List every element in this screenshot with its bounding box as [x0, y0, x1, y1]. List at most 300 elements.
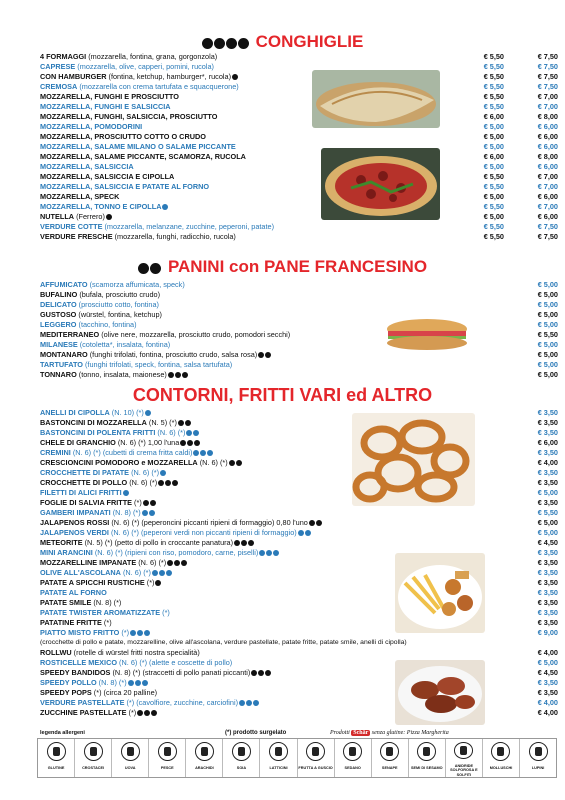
allergen-mark-icon — [182, 372, 188, 378]
item-name: PATATE SMILE — [40, 598, 92, 607]
item-description: (Ferrero) — [74, 212, 105, 221]
allergen-legend-item — [335, 739, 372, 777]
section-title-text: CONGHIGLIE — [255, 32, 364, 51]
allergen-legend-item — [409, 739, 446, 777]
allergen-mark-icon — [186, 430, 192, 436]
item-description: (*) (circa 20 palline) — [91, 688, 158, 697]
allergen-label: FRUTTA A GUSCIO — [298, 766, 333, 770]
item-name: MOZZARELLA, SALSICCIA E CIPOLLA — [40, 172, 175, 181]
allergen-mark-icon — [142, 680, 148, 686]
allergen-latticini-icon — [269, 742, 288, 761]
item-price: € 5,00 — [537, 658, 558, 667]
item-name: ZUCCHINE PASTELLATE — [40, 708, 127, 717]
item-description: (N. 5) (*) — [146, 418, 177, 427]
allergen-label: PESCE — [160, 766, 174, 770]
item-name: MONTANARO — [40, 350, 88, 359]
item-description: (tonno, insalata, maionese) — [76, 370, 167, 379]
item-description: (rotelle di würstel fritti nostra specialità) — [71, 648, 200, 657]
item-name: FOGLIE DI SALVIA FRITTE — [40, 498, 133, 507]
item-price: € 4,00 — [537, 458, 558, 467]
item-price-large: € 7,50 — [537, 222, 558, 231]
menu-item — [40, 142, 560, 152]
item-price: € 6,00 — [483, 112, 504, 121]
item-price: € 5,50 — [483, 62, 504, 71]
allergen-legend-item — [149, 739, 186, 777]
item-description: (*) — [119, 628, 130, 637]
menu-item — [40, 112, 560, 122]
item-price: € 5,00 — [537, 528, 558, 537]
item-price: € 5,50 — [483, 172, 504, 181]
allergen-mark-icon — [298, 530, 304, 536]
item-name: ROLLWU — [40, 648, 72, 657]
allergen-mark-icon — [265, 670, 271, 676]
allergen-mark-icon — [162, 204, 168, 210]
item-description: (mozzarella, melanzane, zucchine, peperoni, patate) — [102, 222, 275, 231]
item-price-large: € 7,50 — [537, 232, 558, 241]
item-description: (crocchette di pollo e patate, mozzarelline, olive all'ascolana, verdure pastellate, patate fritte, patate smile, anelli di cipolla) — [40, 639, 407, 646]
item-price: € 5,50 — [483, 82, 504, 91]
item-description: (mozzarella con crema tartufata e squacquerone) — [77, 82, 239, 91]
menu-item — [40, 488, 560, 498]
allergen-label: UOVA — [124, 766, 136, 770]
allergen-mark-icon — [152, 570, 158, 576]
allergen-glutine-icon — [47, 742, 66, 761]
menu-item — [40, 458, 560, 468]
item-description: (*) — [160, 608, 170, 617]
allergen-legend-item — [38, 739, 75, 777]
item-name: DELICATO — [40, 300, 77, 309]
allergen-mark-icon — [180, 440, 186, 446]
item-price-large: € 7,00 — [537, 182, 558, 191]
item-price: € 5,50 — [483, 232, 504, 241]
item-description: (N. 6) (*) (peperoncini piccanti ripieni di formaggio) 0,80 l'uno — [109, 518, 308, 527]
item-name: FILETTI DI ALICI FRITTI — [40, 488, 122, 497]
item-name: BASTONCINI DI MOZZARELLA — [40, 418, 147, 427]
allergen-crostacei-icon — [84, 742, 103, 761]
item-name: PIATTO MISTO FRITTO — [40, 628, 120, 637]
item-price: € 5,50 — [483, 92, 504, 101]
item-price: € 3,50 — [537, 678, 558, 687]
allergen-mark-icon — [258, 670, 264, 676]
item-description: (tacchino, fontina) — [76, 320, 137, 329]
allergen-lupini-icon — [529, 742, 548, 761]
item-name: 4 FORMAGGI — [40, 52, 87, 61]
item-price: € 5,50 — [483, 222, 504, 231]
allergen-semi-icon — [417, 742, 436, 761]
allergen-label: LATTICINI — [269, 766, 288, 770]
menu-item — [40, 122, 560, 132]
item-description: (N. 6) (*) (cubetti di crema fritta caldi) — [70, 448, 193, 457]
allergen-legend-item — [186, 739, 223, 777]
allergen-sedano-icon — [343, 742, 362, 761]
item-price: € 5,00 — [537, 290, 558, 299]
allergen-label: CROSTACEI — [82, 766, 105, 770]
item-name: MOZZARELLINE IMPANATE — [40, 558, 137, 567]
panini-list — [40, 280, 560, 380]
menu-item — [40, 52, 560, 62]
item-price: € 5,50 — [483, 72, 504, 81]
item-name: CON HAMBURGER — [40, 72, 107, 81]
item-price: € 5,50 — [483, 52, 504, 61]
item-description: (cotoletta*, insalata, fontina) — [77, 340, 171, 349]
item-price: € 5,00 — [537, 320, 558, 329]
item-name: VERDURE FRESCHE — [40, 232, 113, 241]
allergen-mark-icon — [316, 520, 322, 526]
allergen-mark-icon — [246, 700, 252, 706]
item-price-large: € 7,00 — [537, 202, 558, 211]
item-price-large: € 7,50 — [537, 82, 558, 91]
item-name: CAPRESE — [40, 62, 76, 71]
item-description: (N. 5) (*) (petto di pollo in croccante panatura) — [82, 538, 234, 547]
menu-item — [40, 300, 560, 310]
allergen-mark-icon — [193, 450, 199, 456]
allergen-legend-item — [75, 739, 112, 777]
allergen-mark-icon — [236, 460, 242, 466]
item-price: € 5,00 — [537, 350, 558, 359]
allergen-mark-icon — [159, 570, 165, 576]
item-price: € 5,00 — [537, 280, 558, 289]
item-name: GAMBERI IMPANATI — [40, 508, 111, 517]
allergen-mark-icon — [232, 74, 238, 80]
item-price-large: € 8,00 — [537, 152, 558, 161]
allergen-mark-icon — [106, 214, 112, 220]
allergen-mark-icon — [251, 670, 257, 676]
allergen-mark-icon — [166, 570, 172, 576]
menu-item — [40, 222, 560, 232]
item-price: € 3,50 — [537, 588, 558, 597]
allergen-mark-icon — [174, 560, 180, 566]
allergen-mark-icon — [194, 440, 200, 446]
item-name: MOZZARELLA, FUNGHI E PROSCIUTTO — [40, 92, 179, 101]
item-price-large: € 7,50 — [537, 62, 558, 71]
item-name: CRESCIONCINI POMODORO e MOZZARELLA — [40, 458, 198, 467]
item-name: TONNARO — [40, 370, 77, 379]
item-name: MOZZARELLA, TONNO E CIPOLLA — [40, 202, 162, 211]
onion-rings-photo — [352, 413, 475, 506]
item-description: (N. 10) (*) — [109, 408, 144, 417]
item-name: BUFALINO — [40, 290, 78, 299]
allergen-mark-icon — [130, 630, 136, 636]
allergen-uova-icon — [121, 742, 140, 761]
frozen-note: (*) prodotto surgelato — [225, 730, 287, 736]
menu-item — [40, 192, 560, 202]
allergen-mark-icon — [175, 372, 181, 378]
gluten-icon — [138, 263, 149, 274]
item-price: € 3,50 — [537, 688, 558, 697]
menu-item — [40, 280, 560, 290]
item-price-large: € 6,00 — [537, 212, 558, 221]
allergen-label: LUPINI — [531, 766, 545, 770]
item-description: (*) (cavolfiore, zucchine, carciofini) — [124, 698, 239, 707]
item-price: € 3,50 — [537, 418, 558, 427]
menu-item — [40, 202, 560, 212]
allergen-mark-icon — [273, 550, 279, 556]
menu-item — [40, 310, 560, 320]
item-price: € 5,00 — [537, 310, 558, 319]
allergen-icons — [138, 258, 162, 278]
item-description: (N. 6) (*) — [136, 558, 167, 567]
allergen-mark-icon — [200, 450, 206, 456]
allergen-mark-icon — [145, 410, 151, 416]
menu-item — [40, 528, 560, 538]
allergen-label: ARACHIDI — [195, 766, 214, 770]
menu-item — [40, 102, 560, 112]
item-description: (bufala, prosciutto crudo) — [77, 290, 161, 299]
menu-item — [40, 330, 560, 340]
item-price-large: € 6,00 — [537, 132, 558, 141]
item-name: SPEEDY POPS — [40, 688, 92, 697]
item-price: € 3,50 — [537, 568, 558, 577]
item-name: JALAPENOS ROSSI — [40, 518, 110, 527]
allergen-legend — [37, 738, 557, 778]
item-description: (olive nere, mozzarella, prosciutto crudo, pomodori secchi) — [99, 330, 291, 339]
menu-item — [40, 448, 560, 458]
schar-note — [330, 730, 449, 736]
allergen-mark-icon — [151, 710, 157, 716]
allergen-frutta-icon — [306, 742, 325, 761]
item-price-large: € 6,00 — [537, 122, 558, 131]
allergen-mark-icon — [137, 630, 143, 636]
item-price: € 3,50 — [537, 468, 558, 477]
item-name: GUSTOSO — [40, 310, 77, 319]
menu-item — [40, 428, 560, 438]
item-price: € 6,00 — [483, 152, 504, 161]
allergen-mark-icon — [167, 560, 173, 566]
section-title-contorni — [0, 385, 565, 406]
menu-item — [40, 172, 560, 182]
gluten-icon — [202, 38, 213, 49]
menu-item — [40, 438, 560, 448]
menu-item — [40, 498, 560, 508]
item-price: € 5,00 — [537, 340, 558, 349]
item-price: € 3,50 — [537, 558, 558, 567]
allergen-label: SEMI DI SESAMO — [410, 766, 443, 770]
item-description: (*) — [101, 618, 112, 627]
legend-label: legenda allergeni — [40, 730, 85, 736]
menu-item — [40, 182, 560, 192]
item-description: (N. 6) (*) (peperoni verdi non piccanti ripieni di formaggio) — [108, 528, 297, 537]
item-price: € 5,00 — [483, 142, 504, 151]
item-name: ROSTICELLE MEXICO — [40, 658, 118, 667]
item-description: (würstel, fontina, ketchup) — [76, 310, 162, 319]
menu-item — [40, 408, 560, 418]
menu-item — [40, 320, 560, 330]
item-price-large: € 6,00 — [537, 162, 558, 171]
item-price: € 5,00 — [483, 212, 504, 221]
section-title-panini — [0, 257, 565, 278]
item-price: € 3,50 — [537, 618, 558, 627]
menu-item — [40, 538, 560, 548]
menu-item — [40, 72, 560, 82]
allergen-molluschi-icon — [491, 742, 510, 761]
allergen-mark-icon — [248, 540, 254, 546]
mustard-icon — [238, 38, 249, 49]
menu-item — [40, 290, 560, 300]
item-price-large: € 6,00 — [537, 192, 558, 201]
schar-post: senza glutine: Pizza Margherita — [371, 730, 449, 736]
allergen-mark-icon — [253, 700, 259, 706]
item-description: (N. 8) (*) (straccetti di pollo panati piccanti) — [110, 668, 251, 677]
item-price: € 3,50 — [537, 408, 558, 417]
item-price: € 4,00 — [537, 698, 558, 707]
allergen-mark-icon — [259, 550, 265, 556]
allergen-legend-item — [112, 739, 149, 777]
item-name: CREMINI — [40, 448, 71, 457]
allergen-mark-icon — [150, 500, 156, 506]
allergen-legend-item — [483, 739, 520, 777]
menu-item — [40, 638, 560, 648]
item-price: € 5,00 — [537, 488, 558, 497]
allergen-legend-item — [298, 739, 335, 777]
item-name: OLIVE ALL'ASCOLANA — [40, 568, 121, 577]
allergen-legend-item — [446, 739, 483, 777]
allergen-label: ANIDRIDE SOLFOROSA E SOLFITI — [450, 763, 478, 777]
allergen-label: GLUTINE — [47, 766, 65, 770]
item-description: (N. 6) (*) (ripieni con riso, pomodoro, carne, piselli) — [92, 548, 259, 557]
menu-item — [40, 82, 560, 92]
allergen-label: SEDANO — [344, 766, 361, 770]
allergen-mark-icon — [207, 450, 213, 456]
item-name: VERDURE COTTE — [40, 222, 103, 231]
item-description: (N. 8) (*) — [96, 678, 127, 687]
item-name: ANELLI DI CIPOLLA — [40, 408, 110, 417]
item-description: (funghi trifolati, speck, fontina, salsa tartufata) — [82, 360, 233, 369]
item-name: MOZZARELLA, PROSCIUTTO COTTO O CRUDO — [40, 132, 206, 141]
menu-item — [40, 508, 560, 518]
item-name: MILANESE — [40, 340, 78, 349]
item-price: € 3,50 — [537, 498, 558, 507]
item-price: € 5,50 — [537, 330, 558, 339]
section-title-conghiglie — [0, 32, 565, 53]
allergen-legend-box — [37, 738, 557, 778]
allergen-mark-icon — [309, 520, 315, 526]
item-price: € 5,50 — [537, 508, 558, 517]
menu-item — [40, 370, 560, 380]
item-name: PATATINE FRITTE — [40, 618, 102, 627]
item-price: € 9,00 — [537, 628, 558, 637]
item-name: MEDITERRANEO — [40, 330, 100, 339]
allergen-mark-icon — [142, 510, 148, 516]
menu-item — [40, 340, 560, 350]
item-price: € 3,50 — [537, 428, 558, 437]
allergen-legend-item — [260, 739, 297, 777]
allergen-mark-icon — [234, 540, 240, 546]
item-description: (mozzarella, fontina, grana, gorgonzola) — [86, 52, 218, 61]
item-description: (N. 6) (*) — [197, 458, 228, 467]
section-title-text: PANINI con PANE FRANCESINO — [167, 257, 428, 276]
allergen-legend-item — [223, 739, 260, 777]
item-price: € 4,50 — [537, 668, 558, 677]
item-price-large: € 8,00 — [537, 112, 558, 121]
item-description: (N. 6) (*) 1,00 l'una — [115, 438, 180, 447]
item-name: CREMOSA — [40, 82, 78, 91]
allergen-mark-icon — [123, 490, 129, 496]
allergen-label: MOLLUSCHI — [489, 766, 513, 770]
item-name: CROCCHETTE DI POLLO — [40, 478, 128, 487]
item-price-large: € 7,50 — [537, 72, 558, 81]
item-name: BASTONCINI DI POLENTA FRITTI — [40, 428, 156, 437]
panino-photo — [382, 307, 472, 357]
allergen-label: SOIA — [236, 766, 247, 770]
item-name: TARTUFATO — [40, 360, 83, 369]
allergen-legend-item — [372, 739, 409, 777]
allergen-mark-icon — [185, 420, 191, 426]
item-name: LEGGERO — [40, 320, 77, 329]
allergen-mark-icon — [149, 510, 155, 516]
menu-item — [40, 468, 560, 478]
conghiglia-photo-1 — [312, 70, 440, 128]
item-name: MINI ARANCINI — [40, 548, 93, 557]
allergen-pesce-icon — [158, 742, 177, 761]
item-price-large: € 7,00 — [537, 102, 558, 111]
item-name: NUTELLA — [40, 212, 75, 221]
milk-icon — [214, 38, 225, 49]
item-name: SPEEDY POLLO — [40, 678, 97, 687]
item-name: MOZZARELLA, SALAME MILANO O SALAME PICCANTE — [40, 142, 236, 151]
allergen-mark-icon — [187, 440, 193, 446]
menu-item — [40, 62, 560, 72]
item-description: (N. 8) (*) — [91, 598, 122, 607]
menu-item — [40, 212, 560, 222]
item-description: (funghi trifolati, fontina, prosciutto crudo, salsa rosa) — [87, 350, 258, 359]
item-name: MOZZARELLA, POMODORINI — [40, 122, 143, 131]
allergen-mark-icon — [168, 372, 174, 378]
item-price: € 5,50 — [483, 202, 504, 211]
allergen-mark-icon — [165, 480, 171, 486]
item-price: € 4,00 — [537, 648, 558, 657]
allergen-legend-item — [520, 739, 556, 777]
allergen-mark-icon — [135, 680, 141, 686]
item-name: VERDURE PASTELLATE — [40, 698, 125, 707]
menu-item — [40, 92, 560, 102]
menu-item — [40, 360, 560, 370]
allergen-mark-icon — [265, 352, 271, 358]
item-description: (fontina, ketchup, hamburger*, rucola) — [106, 72, 232, 81]
item-description: (N. 8) (*) — [110, 508, 141, 517]
celery-icon — [226, 38, 237, 49]
item-description: (mozzarella, olive, capperi, pomini, rucola) — [75, 62, 214, 71]
item-price: € 5,00 — [483, 192, 504, 201]
item-price: € 5,00 — [483, 162, 504, 171]
allergen-mark-icon — [144, 710, 150, 716]
allergen-mark-icon — [181, 560, 187, 566]
item-price: € 5,50 — [483, 182, 504, 191]
schar-logo: Schär — [353, 730, 369, 736]
menu-item — [40, 232, 560, 242]
item-price: € 5,00 — [483, 122, 504, 131]
menu-item — [40, 478, 560, 488]
allergen-mark-icon — [266, 550, 272, 556]
item-price-large: € 7,50 — [537, 52, 558, 61]
item-price: € 3,50 — [537, 448, 558, 457]
item-name: MOZZARELLA, SALSICCIA E PATATE AL FORNO — [40, 182, 210, 191]
item-name: CHELE DI GRANCHIO — [40, 438, 116, 447]
item-price: € 6,00 — [537, 438, 558, 447]
allergen-senape-icon — [380, 742, 399, 761]
item-price: € 5,00 — [483, 132, 504, 141]
item-name: PATATE A SPICCHI RUSTICHE — [40, 578, 145, 587]
allergen-mark-icon — [229, 460, 235, 466]
item-description: (scamorza affumicata, speck) — [87, 280, 185, 289]
item-name: MOZZARELLA, SALSICCIA — [40, 162, 134, 171]
schar-pre: Prodotti — [330, 730, 350, 736]
item-name: JALAPENOS VERDI — [40, 528, 109, 537]
mixed-fries-photo — [395, 553, 485, 633]
item-description: (*) — [132, 498, 142, 507]
item-price: € 3,50 — [537, 608, 558, 617]
allergen-soia-icon — [232, 742, 251, 761]
item-price-large: € 7,00 — [537, 172, 558, 181]
